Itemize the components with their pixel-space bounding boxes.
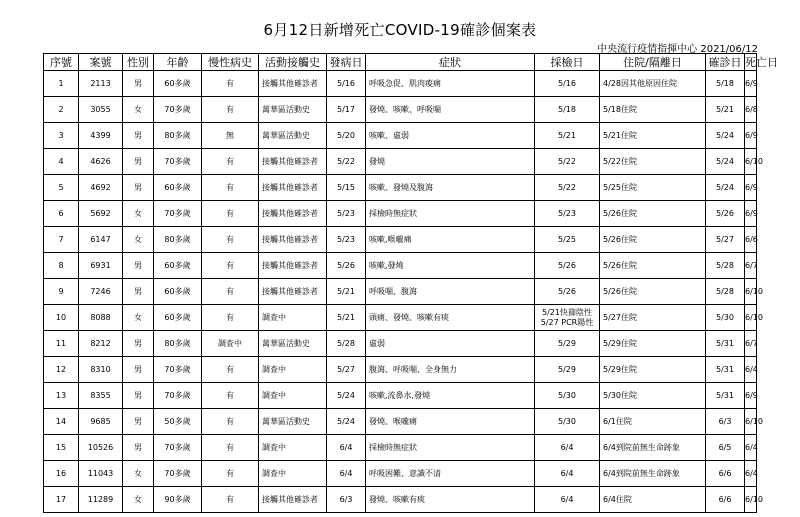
cell-sex: 男 [123,357,154,383]
cell-chronic: 有 [202,227,259,253]
cell-onset: 5/21 [327,305,366,331]
cell-chronic: 有 [202,71,259,97]
cell-no: 13 [44,383,79,409]
cell-death: 6/10 [745,149,757,175]
cell-age: 70多歲 [154,201,202,227]
cell-confirm: 5/31 [706,383,745,409]
cell-chronic: 無 [202,123,259,149]
cell-death: 6/9 [745,71,757,97]
cell-test: 6/4 [535,487,600,513]
cell-test [535,305,600,331]
cell-hosp: 5/26住院 [600,253,706,279]
header-row [44,54,757,71]
cell-contact: 接觸其他確診者 [259,175,327,201]
cell-hosp: 6/4到院前無生命跡象 [600,461,706,487]
cell-sex: 男 [123,279,154,305]
cell-no: 5 [44,175,79,201]
cell-death: 6/8 [745,97,757,123]
col-header: 年齡 [154,54,202,71]
table-row [44,461,757,487]
cell-chronic: 有 [202,435,259,461]
cell-age: 60多歲 [154,71,202,97]
col-header: 序號 [44,54,79,71]
cell-confirm: 5/21 [706,97,745,123]
cell-death: 6/9 [745,201,757,227]
cell-sex: 男 [123,253,154,279]
cell-chronic: 有 [202,97,259,123]
col-header: 採檢日 [535,54,600,71]
table-row [44,305,757,331]
cell-case: 7246 [79,279,123,305]
cell-contact: 調查中 [259,305,327,331]
cell-death: 6/4 [745,357,757,383]
cell-case: 8310 [79,357,123,383]
cell-test: 5/16 [535,71,600,97]
cell-sex: 男 [123,175,154,201]
cell-no: 14 [44,409,79,435]
cell-test: 5/21 [535,123,600,149]
cell-contact: 萬華區活動史 [259,123,327,149]
cell-chronic: 有 [202,461,259,487]
cell-hosp: 5/27住院 [600,305,706,331]
cell-symptoms: 呼吸困難、意識不清 [366,461,535,487]
cell-test: 5/26 [535,279,600,305]
cell-death: 6/9 [745,383,757,409]
cell-onset: 5/27 [327,357,366,383]
cell-no: 4 [44,149,79,175]
cell-case: 6931 [79,253,123,279]
cell-age: 70多歲 [154,461,202,487]
cell-hosp: 5/22住院 [600,149,706,175]
cell-death: 6/10 [745,409,757,435]
cell-test: 5/26 [535,253,600,279]
cell-confirm: 5/28 [706,253,745,279]
cell-test: 5/22 [535,149,600,175]
cell-symptoms: 腹瀉、呼吸喘、全身無力 [366,357,535,383]
cell-test-line: 5/21快篩陰性 [542,307,592,317]
cell-onset: 5/24 [327,383,366,409]
cell-chronic: 有 [202,253,259,279]
cell-no: 3 [44,123,79,149]
cell-hosp: 5/26住院 [600,227,706,253]
cell-age: 80多歲 [154,123,202,149]
cell-confirm: 5/28 [706,279,745,305]
cell-case: 6147 [79,227,123,253]
cell-confirm: 5/24 [706,175,745,201]
cell-symptoms: 咳嗽,喉嚨痛 [366,227,535,253]
cell-symptoms: 發燒、咳嗽、呼吸喘 [366,97,535,123]
cell-onset: 5/24 [327,409,366,435]
cell-onset: 5/21 [327,279,366,305]
cell-no: 17 [44,487,79,513]
cell-contact: 調查中 [259,357,327,383]
cell-case: 2113 [79,71,123,97]
cell-no: 2 [44,97,79,123]
cell-death: 6/10 [745,487,757,513]
cell-confirm: 6/3 [706,409,745,435]
cell-contact: 接觸其他確診者 [259,253,327,279]
cell-case: 8355 [79,383,123,409]
cell-age: 60多歲 [154,253,202,279]
cell-no: 7 [44,227,79,253]
cell-test: 5/30 [535,409,600,435]
cell-hosp: 5/21住院 [600,123,706,149]
cell-age: 70多歲 [154,435,202,461]
cell-onset: 5/26 [327,253,366,279]
table-row [44,149,757,175]
col-header: 確診日 [706,54,745,71]
cell-no: 15 [44,435,79,461]
cell-onset: 5/22 [327,149,366,175]
cell-no: 12 [44,357,79,383]
cell-onset: 5/16 [327,71,366,97]
cell-confirm: 5/24 [706,149,745,175]
cell-age: 70多歲 [154,97,202,123]
cell-death: 6/7 [745,253,757,279]
cell-contact: 接觸其他確診者 [259,149,327,175]
cell-sex: 女 [123,305,154,331]
cell-test: 5/22 [535,175,600,201]
cell-sex: 男 [123,435,154,461]
cell-hosp: 4/28因其他原因住院 [600,71,706,97]
cell-symptoms: 咳嗽、發燒及腹瀉 [366,175,535,201]
table-row [44,383,757,409]
cell-onset: 6/3 [327,487,366,513]
cell-test-line: 5/27 PCR陽性 [540,317,594,327]
cell-no: 11 [44,331,79,357]
cell-hosp: 6/4到院前無生命跡象 [600,435,706,461]
table-row [44,175,757,201]
cell-sex: 男 [123,149,154,175]
cell-contact: 調查中 [259,461,327,487]
cell-test: 5/18 [535,97,600,123]
cell-case: 4626 [79,149,123,175]
cell-age: 90多歲 [154,487,202,513]
cell-case: 10526 [79,435,123,461]
cell-onset: 6/4 [327,461,366,487]
cell-test: 5/29 [535,357,600,383]
page-title: 6月12日新增死亡COVID-19確診個案表 [263,21,537,39]
table-row [44,435,757,461]
cell-symptoms: 咳嗽、虛弱 [366,123,535,149]
cell-sex: 女 [123,461,154,487]
table-row [44,279,757,305]
cell-chronic: 有 [202,487,259,513]
cell-age: 60多歲 [154,305,202,331]
cell-onset: 5/15 [327,175,366,201]
cell-sex: 男 [123,123,154,149]
cell-contact: 萬華區活動史 [259,331,327,357]
cell-contact: 調查中 [259,435,327,461]
cell-no: 1 [44,71,79,97]
cell-contact: 萬華區活動史 [259,409,327,435]
cell-chronic: 有 [202,175,259,201]
cell-symptoms: 發燒、喉嚨痛 [366,409,535,435]
col-header: 住院/隔離日 [600,54,706,71]
col-header: 案號 [79,54,123,71]
cell-sex: 男 [123,331,154,357]
cell-test: 6/4 [535,461,600,487]
cell-case: 9685 [79,409,123,435]
cell-death: 6/9 [745,175,757,201]
cell-symptoms: 咳嗽,流鼻水,發燒 [366,383,535,409]
cell-sex: 女 [123,201,154,227]
cell-age: 60多歲 [154,279,202,305]
cell-death: 6/4 [745,435,757,461]
cell-test: 5/23 [535,201,600,227]
table-row [44,201,757,227]
cell-hosp: 5/26住院 [600,201,706,227]
cell-hosp: 5/29住院 [600,331,706,357]
cell-chronic: 有 [202,305,259,331]
cell-case: 8212 [79,331,123,357]
cell-test: 5/29 [535,331,600,357]
cell-sex: 女 [123,487,154,513]
table-row [44,97,757,123]
cell-case: 11043 [79,461,123,487]
cell-sex: 男 [123,409,154,435]
cell-death: 6/10 [745,279,757,305]
cell-confirm: 6/5 [706,435,745,461]
cell-contact: 接觸其他確診者 [259,201,327,227]
cell-onset: 5/23 [327,227,366,253]
cell-symptoms: 呼吸喘、腹瀉 [366,279,535,305]
cell-death: 6/6 [745,227,757,253]
cell-chronic: 有 [202,201,259,227]
cell-chronic: 有 [202,279,259,305]
cell-case: 11289 [79,487,123,513]
cell-sex: 男 [123,383,154,409]
cell-onset: 6/4 [327,435,366,461]
cell-symptoms: 呼吸急促、肌肉痠痛 [366,71,535,97]
cell-test: 5/25 [535,227,600,253]
cell-age: 80多歲 [154,227,202,253]
cell-age: 60多歲 [154,175,202,201]
table-row [44,487,757,513]
cell-sex: 女 [123,97,154,123]
table-row [44,123,757,149]
cell-no: 9 [44,279,79,305]
cell-case: 3055 [79,97,123,123]
cell-case: 4692 [79,175,123,201]
cell-no: 10 [44,305,79,331]
cell-confirm: 5/31 [706,357,745,383]
cell-death: 6/7 [745,331,757,357]
cell-onset: 5/20 [327,123,366,149]
cell-symptoms: 採檢時無症狀 [366,435,535,461]
cell-test: 5/30 [535,383,600,409]
cell-confirm: 5/26 [706,201,745,227]
cell-symptoms: 頭痛、發燒、咳嗽有痰 [366,305,535,331]
cell-age: 80多歲 [154,331,202,357]
table-row [44,227,757,253]
cell-chronic: 調查中 [202,331,259,357]
cell-chronic: 有 [202,149,259,175]
cell-age: 70多歲 [154,383,202,409]
cell-contact: 接觸其他確診者 [259,487,327,513]
cell-hosp: 5/25住院 [600,175,706,201]
cell-age: 70多歲 [154,357,202,383]
cell-contact: 接觸其他確診者 [259,279,327,305]
cell-no: 6 [44,201,79,227]
cell-confirm: 6/6 [706,461,745,487]
cell-contact: 接觸其他確診者 [259,227,327,253]
cell-confirm: 5/24 [706,123,745,149]
cell-chronic: 有 [202,357,259,383]
cell-confirm: 5/27 [706,227,745,253]
cell-age: 70多歲 [154,149,202,175]
cell-hosp: 5/30住院 [600,383,706,409]
cell-symptoms: 採檢時無症狀 [366,201,535,227]
cell-symptoms: 虛弱 [366,331,535,357]
cell-onset: 5/17 [327,97,366,123]
cell-contact: 調查中 [259,383,327,409]
cell-hosp: 6/1住院 [600,409,706,435]
cell-confirm: 5/18 [706,71,745,97]
cell-sex: 男 [123,71,154,97]
cell-case: 4399 [79,123,123,149]
cell-chronic: 有 [202,383,259,409]
cell-no: 8 [44,253,79,279]
cell-confirm: 5/31 [706,331,745,357]
source-date: 中央流行疫情指揮中心 2021/06/12 [597,44,758,55]
cell-test: 6/4 [535,435,600,461]
cell-contact: 接觸其他確診者 [259,71,327,97]
cell-age: 50多歲 [154,409,202,435]
cases-table [43,53,778,513]
col-header: 慢性病史 [202,54,259,71]
cell-symptoms: 咳嗽,發燒 [366,253,535,279]
cell-chronic: 有 [202,409,259,435]
cell-symptoms: 發燒、咳嗽有痰 [366,487,535,513]
cell-case: 8088 [79,305,123,331]
cell-death: 6/10 [745,305,757,331]
col-header: 症狀 [366,54,535,71]
col-header: 發病日 [327,54,366,71]
col-header: 死亡日 [745,54,757,71]
cell-hosp: 5/29住院 [600,357,706,383]
cell-sex: 女 [123,227,154,253]
col-header: 性別 [123,54,154,71]
table-row [44,409,757,435]
cell-no: 16 [44,461,79,487]
cell-case: 5692 [79,201,123,227]
cell-symptoms: 發燒 [366,149,535,175]
cell-confirm: 5/30 [706,305,745,331]
cell-hosp: 6/4住院 [600,487,706,513]
cell-onset: 5/28 [327,331,366,357]
cell-hosp: 5/26住院 [600,279,706,305]
cell-death: 6/9 [745,123,757,149]
table-row [44,253,757,279]
cell-onset: 5/23 [327,201,366,227]
cell-confirm: 6/6 [706,487,745,513]
table-row [44,357,757,383]
cell-contact: 萬華區活動史 [259,97,327,123]
table-row [44,331,757,357]
table-row [44,71,757,97]
cell-hosp: 5/18住院 [600,97,706,123]
col-header: 活動接觸史 [259,54,327,71]
cell-death: 6/4 [745,461,757,487]
